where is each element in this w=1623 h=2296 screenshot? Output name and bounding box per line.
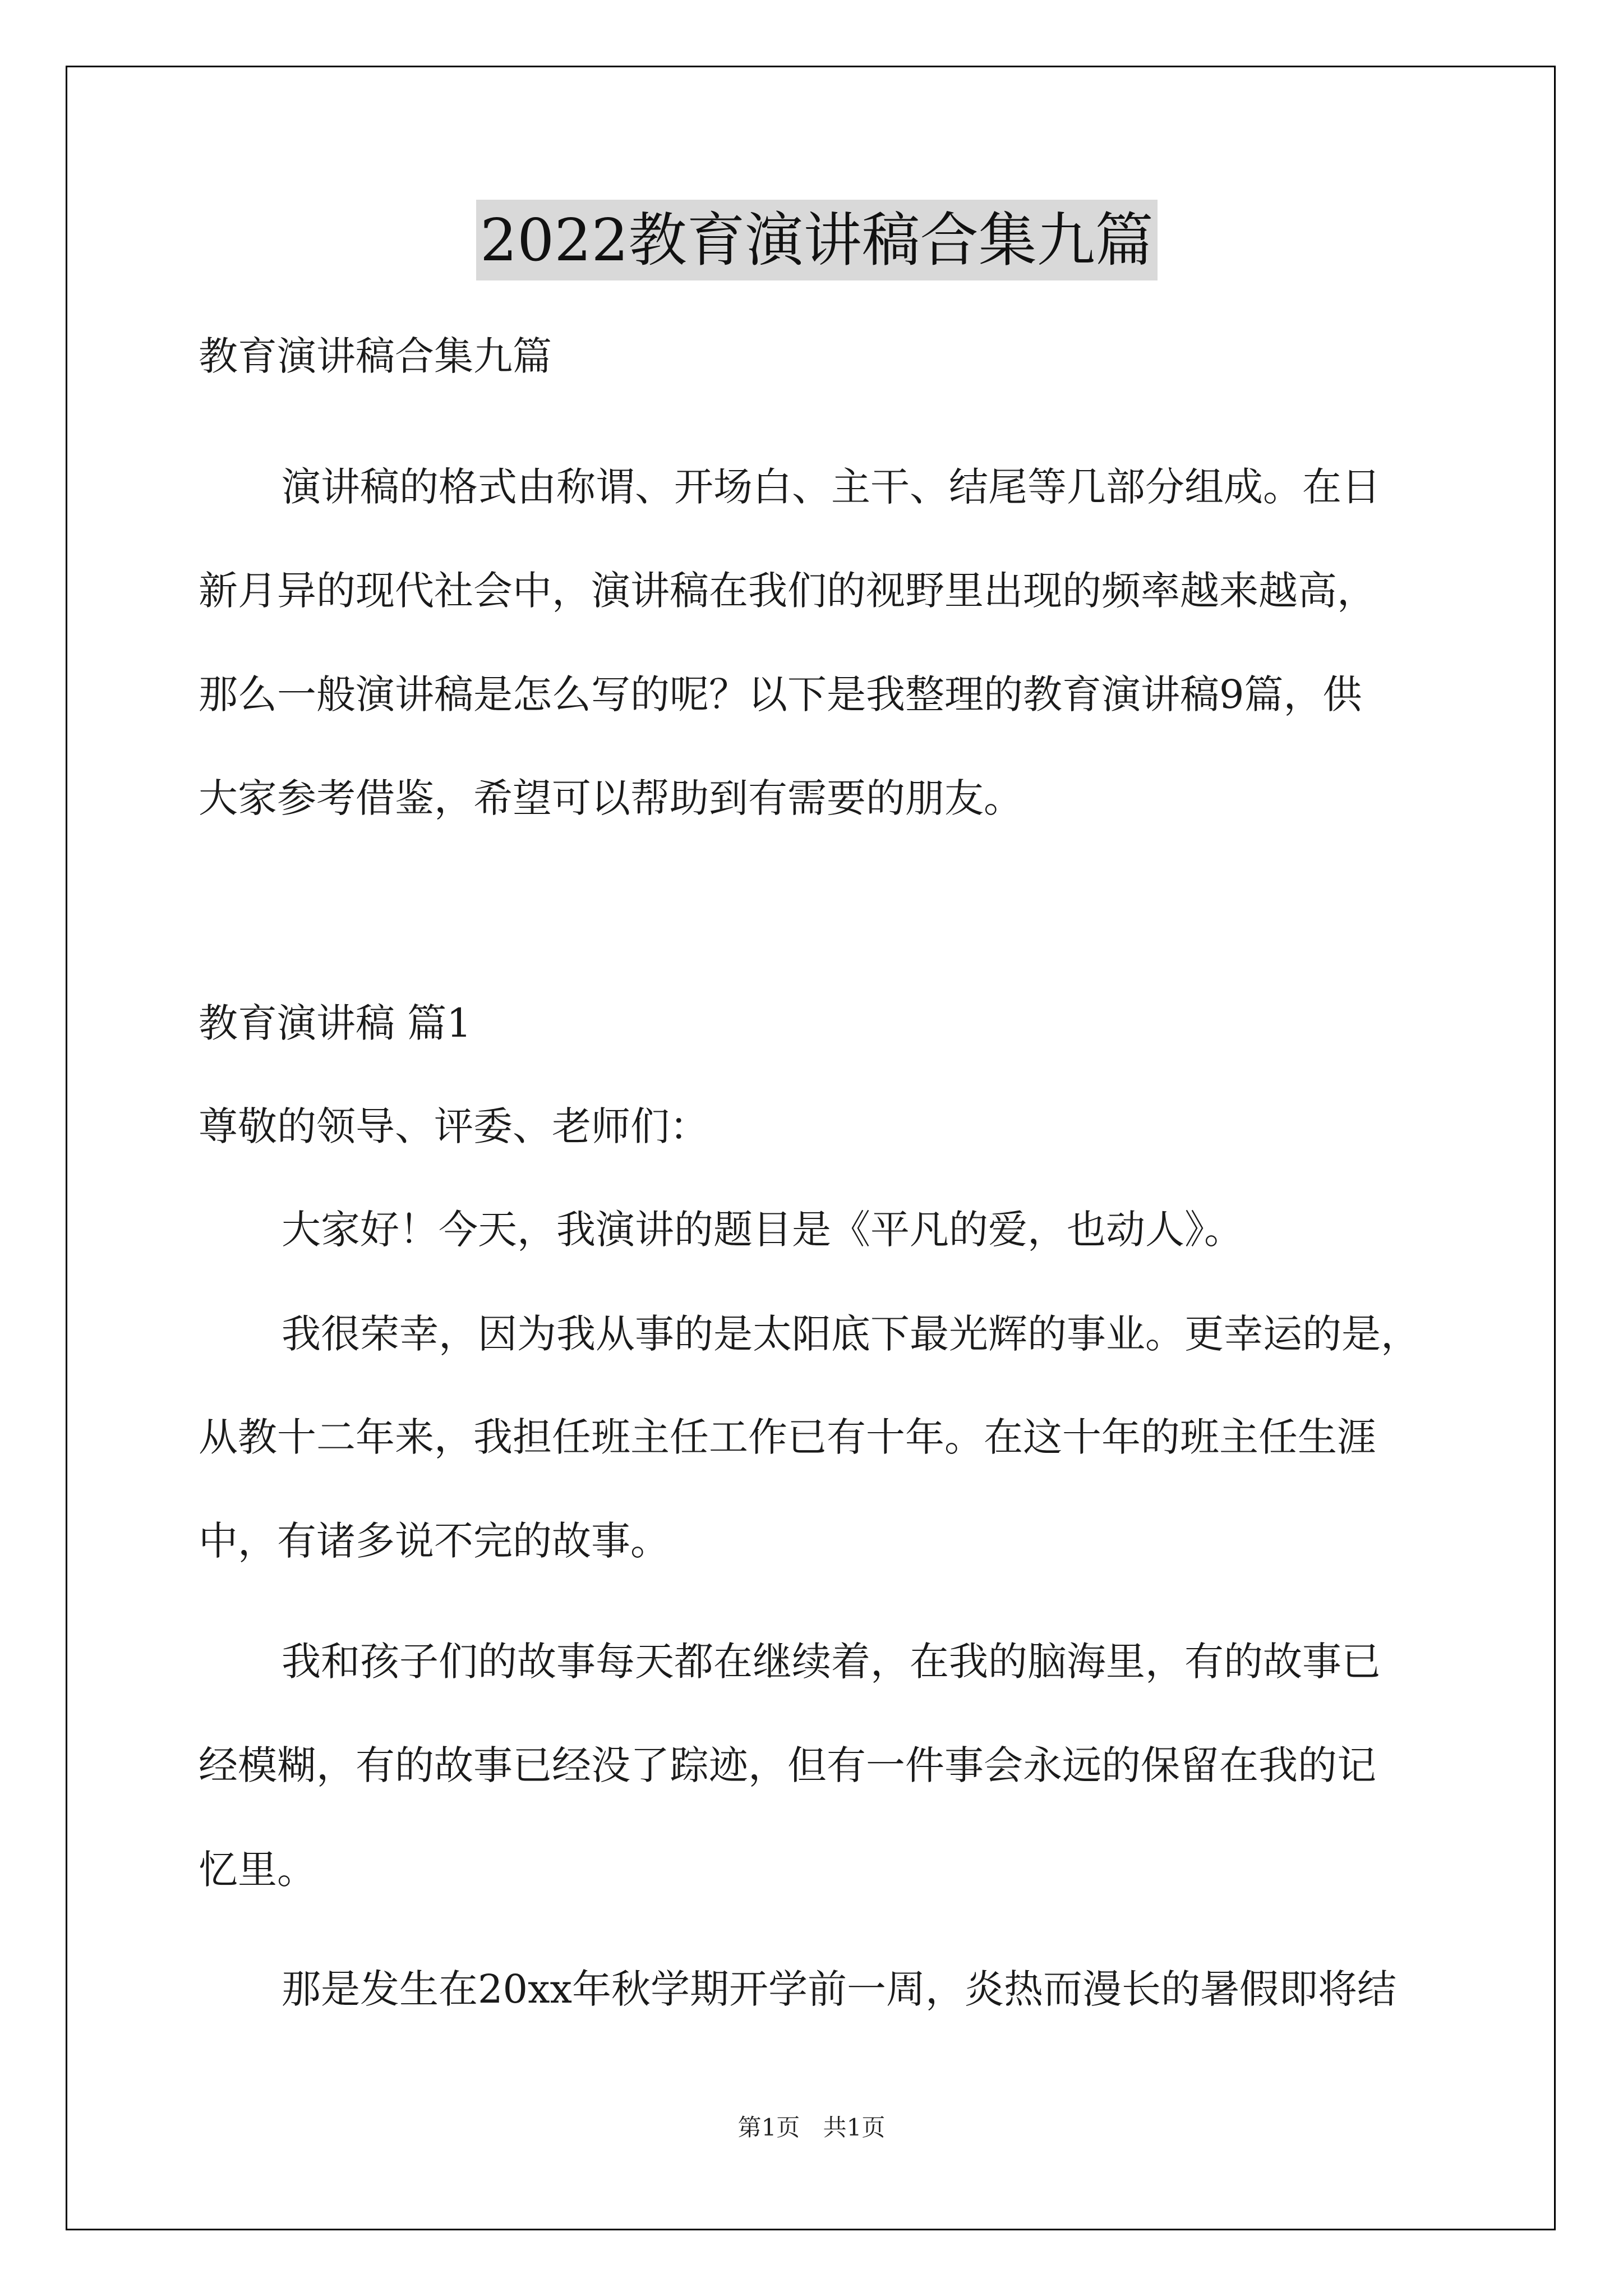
body-line: 从教十二年来，我担任班主任工作已有十年。在这十年的班主任生涯 (199, 1414, 1376, 1460)
body-line: 我很荣幸，因为我从事的是太阳底下最光辉的事业。更幸运的是， (282, 1311, 1420, 1357)
body-line: 大家参考借鉴，希望可以帮助到有需要的朋友。 (199, 775, 1023, 821)
body-line: 大家好！今天，我演讲的题目是《平凡的爱，也动人》。 (282, 1207, 1243, 1253)
body-line: 新月异的现代社会中，演讲稿在我们的视野里出现的频率越来越高， (199, 568, 1376, 614)
body-line: 那是发生在20xx年秋学期开学前一周，炎热而漫长的暑假即将结 (282, 1966, 1397, 2012)
body-line: 中，有诸多说不完的故事。 (199, 1518, 670, 1564)
body-line: 我和孩子们的故事每天都在继续着，在我的脑海里，有的故事已 (282, 1639, 1381, 1685)
page-total: 共1页 (823, 2114, 886, 2141)
body-line: 演讲稿的格式由称谓、开场白、主干、结尾等几部分组成。在日 (282, 464, 1381, 510)
document-title: 2022教育演讲稿合集九篇 (476, 200, 1158, 280)
body-line: 经模糊，有的故事已经没了踪迹，但有一件事会永远的保留在我的记 (199, 1742, 1376, 1788)
body-line: 那么一般演讲稿是怎么写的呢？以下是我整理的教育演讲稿9篇，供 (199, 671, 1362, 717)
page-number: 第1页 (737, 2114, 800, 2141)
salutation-line: 尊敬的领导、评委、老师们： (199, 1103, 709, 1149)
page-footer (0, 2111, 1623, 2145)
section-heading: 教育演讲稿 篇1 (199, 1000, 472, 1046)
body-line: 忆里。 (199, 1847, 316, 1893)
subtitle-line: 教育演讲稿合集九篇 (199, 333, 552, 379)
